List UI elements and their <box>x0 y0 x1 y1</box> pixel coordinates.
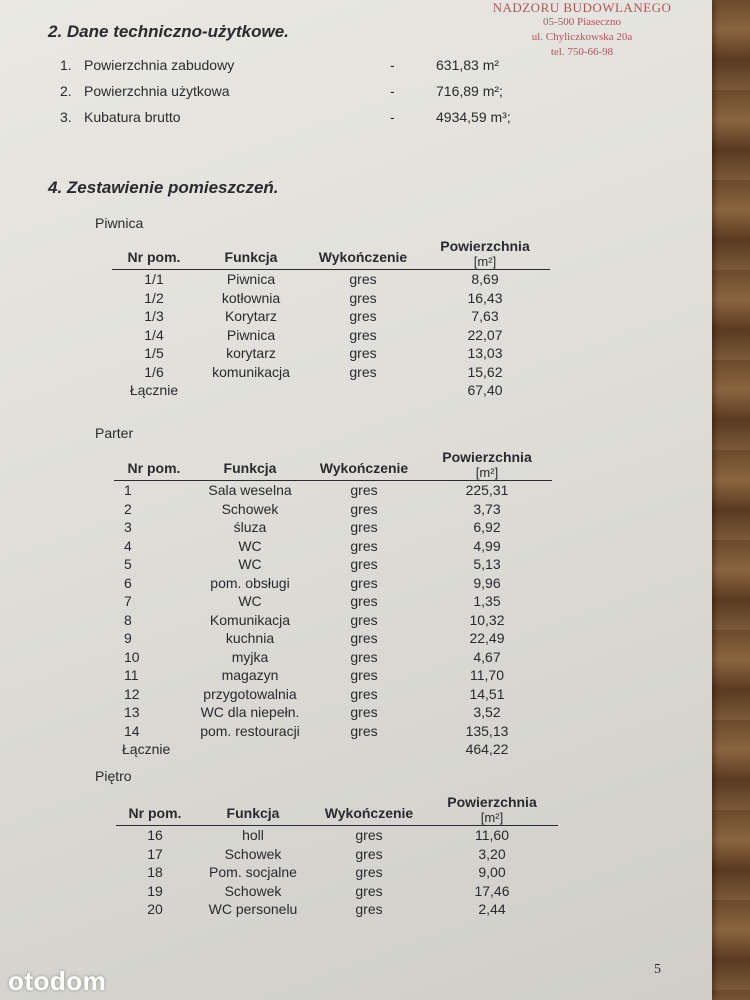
room-area: 3,20 <box>478 845 506 862</box>
room-finish: gres <box>350 648 378 665</box>
room-area: 3,73 <box>473 500 501 517</box>
room-function: Komunikacja <box>209 611 291 628</box>
tech-item-number: 2. <box>60 83 72 99</box>
total-row <box>114 740 552 759</box>
table-row <box>112 289 550 308</box>
room-function: Schowek <box>221 500 279 517</box>
tech-item-number: 1. <box>60 57 72 73</box>
total-label: Łącznie <box>122 741 171 757</box>
parter-title: Parter <box>95 425 134 441</box>
room-function: holl <box>242 827 264 843</box>
header-unit: [m²] <box>475 465 499 480</box>
room-function: Piwnica <box>226 271 276 287</box>
room-area: 4,67 <box>473 648 501 665</box>
room-area: 22,07 <box>467 326 503 343</box>
table-row <box>112 363 550 382</box>
room-function: WC dla niepełn. <box>200 704 300 720</box>
stamp-line-3: ul. Chyliczkowska 20a <box>531 31 633 43</box>
room-number: 5 <box>124 556 132 572</box>
pietro-title: Piętro <box>95 768 132 784</box>
room-area: 22,49 <box>469 630 505 646</box>
room-finish: gres <box>350 556 378 572</box>
tech-item-label: Powierzchnia zabudowy <box>84 57 235 73</box>
room-finish: gres <box>350 630 378 646</box>
header-powierzchnia-label: Powierzchnia <box>440 238 530 254</box>
room-finish: gres <box>349 326 377 343</box>
room-number: 12 <box>124 685 140 702</box>
table-row <box>114 648 552 667</box>
room-number: 19 <box>147 882 163 899</box>
room-number: 1/5 <box>144 345 164 361</box>
room-function: Piwnica <box>226 326 276 343</box>
page-number: 5 <box>654 962 661 977</box>
room-finish: gres <box>355 901 383 917</box>
table-row <box>114 703 552 722</box>
tech-item-value: 4934,59 m³; <box>436 109 511 125</box>
room-function: kuchnia <box>225 630 275 646</box>
room-function: Pom. socjalne <box>209 864 297 880</box>
room-area: 11,60 <box>475 827 509 843</box>
room-function: śluza <box>233 519 267 535</box>
room-function: kotłownia <box>221 289 281 306</box>
tech-item-value: 631,83 m² <box>436 57 500 73</box>
room-area: 11,70 <box>470 667 504 683</box>
piwnica-title: Piwnica <box>95 215 144 231</box>
table-row <box>114 481 552 500</box>
room-function: komunikacja <box>212 363 290 380</box>
room-area: 9,00 <box>478 864 506 880</box>
room-number: 1/3 <box>144 308 164 324</box>
room-function: pom. restouracji <box>200 722 300 739</box>
table-row <box>114 574 552 593</box>
room-function: Schowek <box>224 882 282 899</box>
table-row <box>114 555 552 574</box>
room-number: 20 <box>147 901 163 917</box>
room-number: 1/4 <box>144 326 164 343</box>
total-label: Łącznie <box>129 382 179 398</box>
room-function: myjka <box>231 648 269 665</box>
room-number: 2 <box>124 500 132 517</box>
room-number: 1/6 <box>144 363 164 380</box>
room-number: 11 <box>124 667 139 683</box>
room-area: 135,13 <box>465 722 509 739</box>
table-row <box>114 537 552 556</box>
table-row <box>112 307 550 326</box>
header-funkcja: Funkcja <box>194 794 312 826</box>
table-row <box>114 592 552 611</box>
piwnica-table <box>112 238 550 400</box>
table-row <box>116 863 558 882</box>
header-funkcja: Funkcja <box>196 238 306 270</box>
room-number: 8 <box>124 611 132 628</box>
stamp-line-2: 05-500 Piaseczno <box>543 16 621 28</box>
room-function: korytarz <box>226 345 276 361</box>
room-finish: gres <box>350 722 378 739</box>
room-finish: gres <box>350 611 378 628</box>
stamp-line-1: NADZORU BUDOWLANEGO <box>492 0 672 15</box>
room-finish: gres <box>355 882 383 899</box>
room-number: 13 <box>124 704 140 720</box>
section-4-title: 4. Zestawienie pomieszczeń. <box>48 178 279 197</box>
room-finish: gres <box>350 685 378 702</box>
table-row <box>116 900 558 919</box>
table-row <box>114 629 552 648</box>
room-number: 17 <box>147 845 163 862</box>
room-area: 14,51 <box>469 685 505 702</box>
tech-item-dash: - <box>390 83 395 99</box>
room-finish: gres <box>349 271 377 287</box>
room-function: pom. obsługi <box>210 574 290 591</box>
tech-item-dash: - <box>390 109 395 125</box>
table-row <box>114 685 552 704</box>
header-wykonczenie: Wykończenie <box>306 449 422 481</box>
room-area: 5,13 <box>473 556 501 572</box>
tech-item-number: 3. <box>60 109 72 125</box>
header-powierzchnia <box>426 794 558 826</box>
pietro-table <box>116 794 558 919</box>
room-finish: gres <box>355 864 383 880</box>
room-finish: gres <box>355 845 383 862</box>
room-function: WC personelu <box>208 901 298 917</box>
room-area: 15,62 <box>467 363 503 380</box>
room-function: WC <box>238 537 262 554</box>
room-number: 16 <box>147 827 163 843</box>
room-area: 6,92 <box>473 519 501 535</box>
room-finish: gres <box>350 667 378 683</box>
room-function: Korytarz <box>224 308 278 324</box>
otodom-watermark-logo: otodom <box>8 966 107 996</box>
header-powierzchnia <box>420 238 550 270</box>
room-number: 4 <box>124 537 132 554</box>
table-row <box>116 826 558 845</box>
header-nr: Nr pom. <box>114 449 194 481</box>
room-area: 17,46 <box>474 882 510 899</box>
room-finish: gres <box>350 593 378 609</box>
header-wykonczenie: Wykończenie <box>306 238 420 270</box>
room-finish: gres <box>349 289 377 306</box>
tech-item-dash: - <box>390 57 395 73</box>
total-value: 464,22 <box>465 741 509 757</box>
room-area: 16,43 <box>467 289 503 306</box>
room-finish: gres <box>349 308 377 324</box>
table-row <box>114 500 552 519</box>
room-number: 14 <box>124 722 140 739</box>
header-nr: Nr pom. <box>112 238 196 270</box>
table-row <box>114 611 552 630</box>
room-area: 1,35 <box>473 593 501 609</box>
room-function: przygotowalnia <box>203 685 297 702</box>
room-finish: gres <box>350 482 378 498</box>
room-number: 3 <box>124 519 132 535</box>
room-area: 9,96 <box>473 574 501 591</box>
header-nr: Nr pom. <box>116 794 194 826</box>
room-area: 10,32 <box>469 611 505 628</box>
room-number: 1/1 <box>144 271 164 287</box>
section-2-title: 2. Dane techniczno-użytkowe. <box>48 22 289 41</box>
header-wykonczenie: Wykończenie <box>312 794 426 826</box>
table-row <box>114 722 552 741</box>
room-area: 7,63 <box>471 308 499 324</box>
room-area: 2,44 <box>478 901 506 917</box>
room-function: WC <box>238 556 262 572</box>
table-row <box>114 518 552 537</box>
stamp-line-4: tel. 750-66-98 <box>550 46 614 58</box>
room-function: Sala weselna <box>208 482 292 498</box>
header-powierzchnia-label: Powierzchnia <box>442 449 532 465</box>
tech-item-value: 716,89 m²; <box>436 83 503 99</box>
header-powierzchnia <box>422 449 552 481</box>
table-header-row <box>116 794 558 826</box>
room-number: 18 <box>147 864 163 880</box>
room-finish: gres <box>349 363 377 380</box>
tech-item-label: Powierzchnia użytkowa <box>84 83 230 99</box>
header-unit: [m²] <box>473 254 497 269</box>
room-function: WC <box>238 593 262 609</box>
table-row <box>114 666 552 685</box>
room-area: 8,69 <box>471 271 499 287</box>
table-row <box>112 270 550 289</box>
header-powierzchnia-label: Powierzchnia <box>447 794 537 810</box>
room-number: 1/2 <box>144 289 164 306</box>
total-value: 67,40 <box>467 382 503 398</box>
official-stamp <box>462 0 702 60</box>
tech-item-label: Kubatura brutto <box>84 109 181 125</box>
room-function: magazyn <box>221 667 279 683</box>
table-header-row <box>114 449 552 481</box>
room-area: 3,52 <box>473 704 501 720</box>
room-number: 6 <box>124 574 132 591</box>
room-finish: gres <box>350 500 378 517</box>
room-number: 10 <box>124 648 140 665</box>
room-finish: gres <box>350 537 378 554</box>
room-area: 4,99 <box>473 537 501 554</box>
parter-table <box>114 449 552 759</box>
room-finish: gres <box>355 827 383 843</box>
header-funkcja: Funkcja <box>194 449 306 481</box>
table-row <box>116 882 558 901</box>
table-row <box>116 845 558 864</box>
header-unit: [m²] <box>480 810 504 825</box>
table-header-row <box>112 238 550 270</box>
table-row <box>112 326 550 345</box>
room-finish: gres <box>349 345 377 361</box>
room-number: 9 <box>124 630 132 646</box>
room-finish: gres <box>350 519 378 535</box>
room-number: 1 <box>124 482 132 498</box>
room-finish: gres <box>350 704 378 720</box>
total-row <box>112 381 550 400</box>
room-finish: gres <box>350 574 378 591</box>
room-area: 13,03 <box>467 345 503 361</box>
room-number: 7 <box>124 593 132 609</box>
room-area: 225,31 <box>465 482 509 498</box>
room-function: Schowek <box>224 845 282 862</box>
table-row <box>112 344 550 363</box>
